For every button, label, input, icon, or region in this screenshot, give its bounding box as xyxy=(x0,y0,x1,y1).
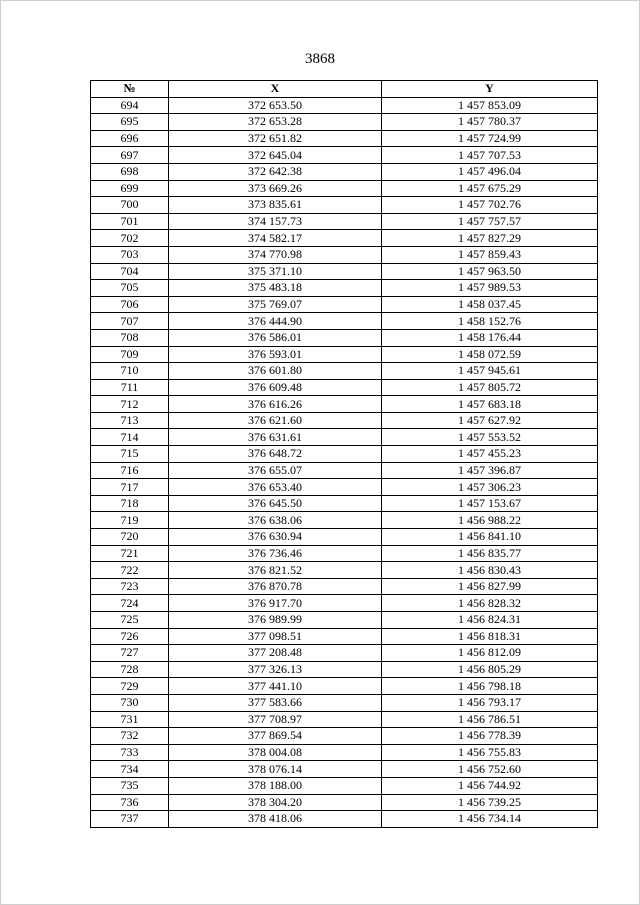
table-row xyxy=(91,197,598,214)
cell-x: 376 653.40 xyxy=(169,479,382,496)
cell-x: 377 098.51 xyxy=(169,628,382,645)
table-row xyxy=(91,512,598,529)
cell-number: 721 xyxy=(91,545,169,562)
cell-y: 1 456 988.22 xyxy=(382,512,598,529)
cell-number: 722 xyxy=(91,562,169,579)
table-row xyxy=(91,363,598,380)
cell-number: 729 xyxy=(91,678,169,695)
cell-y: 1 457 496.04 xyxy=(382,163,598,180)
table-row xyxy=(91,180,598,197)
cell-x: 372 645.04 xyxy=(169,147,382,164)
cell-y: 1 456 734.14 xyxy=(382,811,598,828)
cell-y: 1 456 841.10 xyxy=(382,529,598,546)
header-y: Y xyxy=(382,81,598,98)
cell-y: 1 456 805.29 xyxy=(382,661,598,678)
cell-y: 1 456 828.32 xyxy=(382,595,598,612)
header-number: № xyxy=(91,81,169,98)
cell-number: 696 xyxy=(91,130,169,147)
cell-y: 1 456 835.77 xyxy=(382,545,598,562)
cell-number: 703 xyxy=(91,246,169,263)
cell-y: 1 457 306.23 xyxy=(382,479,598,496)
cell-x: 373 669.26 xyxy=(169,180,382,197)
table-row xyxy=(91,263,598,280)
cell-y: 1 457 859.43 xyxy=(382,246,598,263)
cell-number: 723 xyxy=(91,578,169,595)
table-row xyxy=(91,612,598,629)
table-body xyxy=(91,97,598,827)
cell-number: 728 xyxy=(91,661,169,678)
cell-number: 706 xyxy=(91,296,169,313)
cell-y: 1 457 805.72 xyxy=(382,379,598,396)
table-row xyxy=(91,678,598,695)
table-row xyxy=(91,479,598,496)
table-row xyxy=(91,794,598,811)
cell-number: 710 xyxy=(91,363,169,380)
cell-y: 1 457 396.87 xyxy=(382,462,598,479)
table-row xyxy=(91,213,598,230)
cell-number: 731 xyxy=(91,711,169,728)
cell-x: 376 821.52 xyxy=(169,562,382,579)
cell-x: 375 483.18 xyxy=(169,280,382,297)
cell-x: 372 653.50 xyxy=(169,97,382,114)
table-row xyxy=(91,446,598,463)
coordinates-table xyxy=(90,80,598,828)
cell-x: 376 444.90 xyxy=(169,313,382,330)
cell-x: 376 609.48 xyxy=(169,379,382,396)
cell-number: 716 xyxy=(91,462,169,479)
cell-x: 377 869.54 xyxy=(169,728,382,745)
cell-number: 707 xyxy=(91,313,169,330)
cell-number: 700 xyxy=(91,197,169,214)
header-x: X xyxy=(169,81,382,98)
table-row xyxy=(91,711,598,728)
table-row xyxy=(91,529,598,546)
cell-y: 1 456 824.31 xyxy=(382,612,598,629)
cell-number: 730 xyxy=(91,694,169,711)
table-row xyxy=(91,97,598,114)
cell-number: 714 xyxy=(91,429,169,446)
cell-number: 736 xyxy=(91,794,169,811)
cell-y: 1 457 683.18 xyxy=(382,396,598,413)
table-row xyxy=(91,379,598,396)
table-row xyxy=(91,744,598,761)
cell-y: 1 458 072.59 xyxy=(382,346,598,363)
cell-y: 1 456 798.18 xyxy=(382,678,598,695)
table-row xyxy=(91,313,598,330)
cell-number: 711 xyxy=(91,379,169,396)
table-row xyxy=(91,346,598,363)
cell-y: 1 457 724.99 xyxy=(382,130,598,147)
cell-number: 737 xyxy=(91,811,169,828)
cell-x: 378 418.06 xyxy=(169,811,382,828)
cell-x: 376 586.01 xyxy=(169,329,382,346)
cell-number: 704 xyxy=(91,263,169,280)
cell-x: 376 648.72 xyxy=(169,446,382,463)
cell-number: 720 xyxy=(91,529,169,546)
cell-y: 1 457 675.29 xyxy=(382,180,598,197)
table-row xyxy=(91,114,598,131)
table-row xyxy=(91,562,598,579)
cell-number: 698 xyxy=(91,163,169,180)
cell-y: 1 456 744.92 xyxy=(382,777,598,794)
cell-y: 1 457 627.92 xyxy=(382,412,598,429)
table-header-row xyxy=(91,81,598,98)
cell-y: 1 457 153.67 xyxy=(382,495,598,512)
cell-x: 376 870.78 xyxy=(169,578,382,595)
cell-x: 376 655.07 xyxy=(169,462,382,479)
cell-y: 1 457 945.61 xyxy=(382,363,598,380)
table-row xyxy=(91,230,598,247)
cell-y: 1 456 778.39 xyxy=(382,728,598,745)
cell-y: 1 458 152.76 xyxy=(382,313,598,330)
cell-x: 376 638.06 xyxy=(169,512,382,529)
cell-number: 726 xyxy=(91,628,169,645)
page-number: 3868 xyxy=(305,51,335,67)
cell-y: 1 456 755.83 xyxy=(382,744,598,761)
table-row xyxy=(91,462,598,479)
cell-number: 708 xyxy=(91,329,169,346)
cell-number: 705 xyxy=(91,280,169,297)
table-row xyxy=(91,694,598,711)
cell-y: 1 456 830.43 xyxy=(382,562,598,579)
cell-x: 375 371.10 xyxy=(169,263,382,280)
cell-x: 378 188.00 xyxy=(169,777,382,794)
cell-number: 709 xyxy=(91,346,169,363)
cell-y: 1 457 553.52 xyxy=(382,429,598,446)
table-row xyxy=(91,595,598,612)
table-row xyxy=(91,545,598,562)
cell-number: 697 xyxy=(91,147,169,164)
cell-number: 733 xyxy=(91,744,169,761)
cell-number: 702 xyxy=(91,230,169,247)
cell-x: 378 076.14 xyxy=(169,761,382,778)
cell-number: 725 xyxy=(91,612,169,629)
table-row xyxy=(91,761,598,778)
cell-y: 1 456 739.25 xyxy=(382,794,598,811)
cell-x: 376 631.61 xyxy=(169,429,382,446)
table-row xyxy=(91,147,598,164)
cell-number: 719 xyxy=(91,512,169,529)
cell-y: 1 457 702.76 xyxy=(382,197,598,214)
cell-y: 1 457 757.57 xyxy=(382,213,598,230)
table-row xyxy=(91,777,598,794)
cell-x: 376 616.26 xyxy=(169,396,382,413)
cell-y: 1 457 853.09 xyxy=(382,97,598,114)
table-row xyxy=(91,396,598,413)
cell-number: 735 xyxy=(91,777,169,794)
table-row xyxy=(91,163,598,180)
cell-y: 1 456 812.09 xyxy=(382,645,598,662)
cell-number: 712 xyxy=(91,396,169,413)
cell-x: 375 769.07 xyxy=(169,296,382,313)
cell-y: 1 458 037.45 xyxy=(382,296,598,313)
cell-y: 1 457 455.23 xyxy=(382,446,598,463)
cell-x: 377 583.66 xyxy=(169,694,382,711)
table-row xyxy=(91,246,598,263)
cell-x: 374 582.17 xyxy=(169,230,382,247)
cell-y: 1 456 752.60 xyxy=(382,761,598,778)
cell-number: 727 xyxy=(91,645,169,662)
table-row xyxy=(91,578,598,595)
cell-x: 376 989.99 xyxy=(169,612,382,629)
cell-number: 717 xyxy=(91,479,169,496)
cell-x: 376 736.46 xyxy=(169,545,382,562)
cell-y: 1 456 793.17 xyxy=(382,694,598,711)
cell-number: 699 xyxy=(91,180,169,197)
cell-y: 1 456 786.51 xyxy=(382,711,598,728)
cell-y: 1 456 818.31 xyxy=(382,628,598,645)
cell-y: 1 457 780.37 xyxy=(382,114,598,131)
cell-x: 374 770.98 xyxy=(169,246,382,263)
cell-number: 734 xyxy=(91,761,169,778)
cell-y: 1 457 989.53 xyxy=(382,280,598,297)
cell-number: 713 xyxy=(91,412,169,429)
table-row xyxy=(91,728,598,745)
cell-number: 701 xyxy=(91,213,169,230)
cell-number: 732 xyxy=(91,728,169,745)
cell-x: 372 642.38 xyxy=(169,163,382,180)
table-row xyxy=(91,661,598,678)
table-row xyxy=(91,296,598,313)
table-row xyxy=(91,628,598,645)
table-row xyxy=(91,811,598,828)
cell-x: 376 593.01 xyxy=(169,346,382,363)
table-row xyxy=(91,412,598,429)
cell-x: 372 653.28 xyxy=(169,114,382,131)
table-row xyxy=(91,495,598,512)
cell-number: 718 xyxy=(91,495,169,512)
cell-x: 378 004.08 xyxy=(169,744,382,761)
cell-x: 377 326.13 xyxy=(169,661,382,678)
cell-x: 376 645.50 xyxy=(169,495,382,512)
cell-x: 373 835.61 xyxy=(169,197,382,214)
cell-y: 1 457 827.29 xyxy=(382,230,598,247)
cell-x: 376 630.94 xyxy=(169,529,382,546)
table-row xyxy=(91,130,598,147)
cell-x: 377 441.10 xyxy=(169,678,382,695)
cell-x: 376 601.80 xyxy=(169,363,382,380)
table-row xyxy=(91,329,598,346)
cell-x: 376 917.70 xyxy=(169,595,382,612)
cell-number: 695 xyxy=(91,114,169,131)
cell-number: 715 xyxy=(91,446,169,463)
cell-x: 377 708.97 xyxy=(169,711,382,728)
cell-y: 1 457 707.53 xyxy=(382,147,598,164)
cell-number: 724 xyxy=(91,595,169,612)
table-row xyxy=(91,645,598,662)
table-row xyxy=(91,280,598,297)
cell-number: 694 xyxy=(91,97,169,114)
cell-y: 1 457 963.50 xyxy=(382,263,598,280)
cell-x: 377 208.48 xyxy=(169,645,382,662)
cell-x: 376 621.60 xyxy=(169,412,382,429)
cell-x: 374 157.73 xyxy=(169,213,382,230)
cell-x: 378 304.20 xyxy=(169,794,382,811)
table-row xyxy=(91,429,598,446)
cell-y: 1 458 176.44 xyxy=(382,329,598,346)
cell-x: 372 651.82 xyxy=(169,130,382,147)
cell-y: 1 456 827.99 xyxy=(382,578,598,595)
